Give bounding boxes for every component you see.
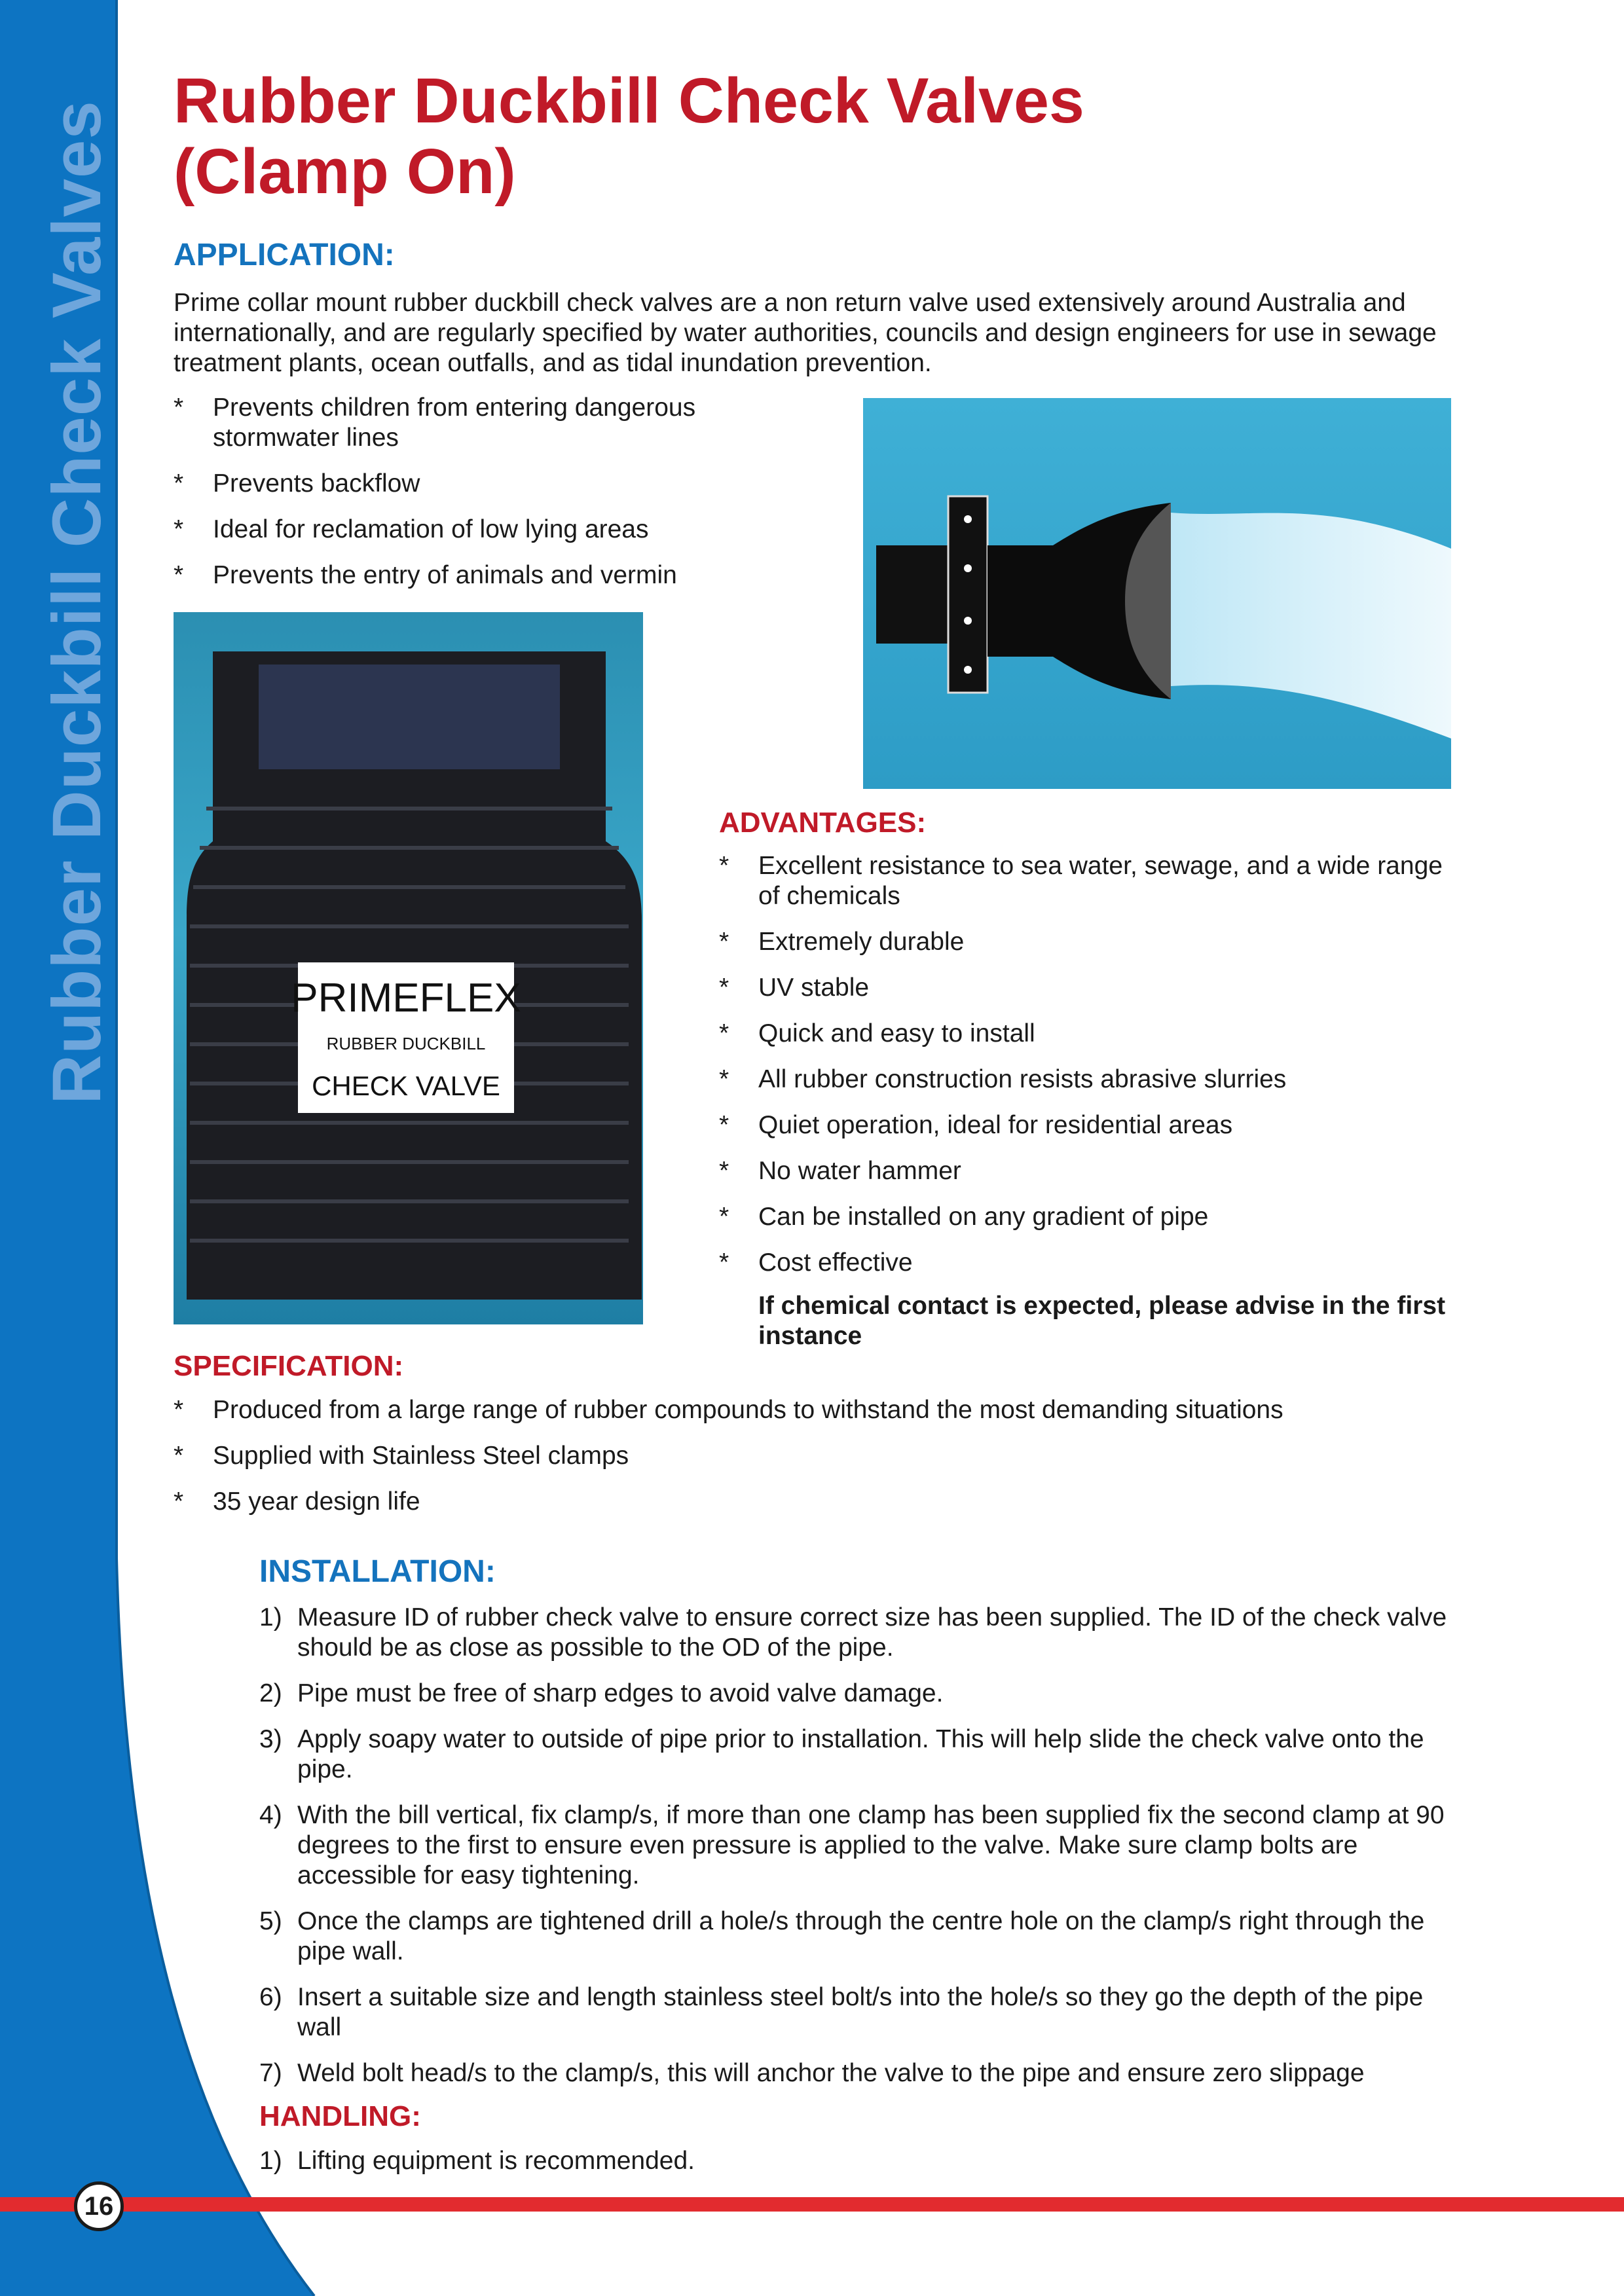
advantages-bullet-list: [719, 851, 1446, 1294]
product-photo: [174, 612, 643, 1324]
list-item: [259, 1679, 1464, 1709]
list-item: * Supplied with Stainless Steel clamps: [174, 1442, 629, 1470]
list-item: [259, 1906, 1464, 1967]
list-item-text: Quick and easy to install: [758, 1019, 1035, 1048]
step-text: Pipe must be free of sharp edges to avoid valve damage.: [297, 1679, 944, 1707]
list-item: * Prevents the entry of animals and vermin: [174, 561, 677, 589]
list-item-text: Extremely durable: [758, 928, 965, 956]
list-item: * No water hammer: [719, 1157, 961, 1185]
list-item: * Cost effective: [719, 1248, 913, 1277]
list-item-text: Prevents children from entering dangerous stormwater lines: [213, 393, 696, 452]
list-item: * Quiet operation, ideal for residential areas: [719, 1111, 1233, 1139]
list-item: [259, 1982, 1464, 2043]
step-text: Weld bolt head/s to the clamp/s, this will anchor the valve to the pipe and ensure zero slippage: [297, 2059, 1365, 2087]
list-item-text: Prevents backflow: [213, 469, 420, 498]
list-item-text: No water hammer: [758, 1157, 961, 1185]
list-item: [259, 1724, 1464, 1785]
list-item-text: Supplied with Stainless Steel clamps: [213, 1442, 629, 1470]
sidebar-vertical-title: Rubber Duckbill Check Valves: [39, 100, 115, 1104]
page-title-line-2: (Clamp On): [174, 136, 516, 207]
list-item: * Produced from a large range of rubber compounds to withstand the most demanding situations: [174, 1396, 1283, 1424]
step-number: 1): [259, 2147, 282, 2175]
list-item: * Extremely durable: [719, 928, 965, 956]
step-number: 2): [259, 1679, 282, 1707]
list-item: * Excellent resistance to sea water, sewage, and a wide range of chemicals: [719, 852, 1443, 910]
list-item-text: All rubber construction resists abrasive slurries: [758, 1065, 1287, 1093]
list-item: [259, 1603, 1464, 1663]
step-text: Once the clamps are tightened drill a hole/s through the centre hole on the clamp/s right through the pipe wall.: [297, 1907, 1425, 1965]
list-item: * UV stable: [719, 974, 870, 1002]
list-item-text: Ideal for reclamation of low lying areas: [213, 515, 649, 543]
list-item-text: Cost effective: [758, 1248, 913, 1277]
list-item: [259, 1800, 1464, 1891]
list-item: * Prevents backflow: [174, 469, 420, 498]
step-text: Lifting equipment is recommended.: [297, 2147, 695, 2175]
application-bullet-list: [174, 393, 756, 606]
chemical-contact-note: If chemical contact is expected, please advise in the first instance: [758, 1292, 1446, 1350]
list-item-text: Quiet operation, ideal for residential areas: [758, 1111, 1233, 1139]
list-item-text: UV stable: [758, 974, 870, 1002]
list-item-text: 35 year design life: [213, 1487, 420, 1516]
step-number: 6): [259, 1983, 282, 2011]
outfall-illustration: [863, 398, 1451, 789]
list-item: [259, 2146, 1464, 2176]
list-item: * 35 year design life: [174, 1487, 420, 1516]
advantages-heading: ADVANTAGES:: [719, 807, 927, 839]
list-item: * Quick and easy to install: [719, 1019, 1035, 1048]
photo-label-line-2: RUBBER DUCKBILL: [326, 1034, 486, 1053]
step-number: 3): [259, 1725, 282, 1753]
list-item: * Can be installed on any gradient of pipe: [719, 1203, 1209, 1231]
step-number: 4): [259, 1801, 282, 1829]
handling-steps-list: [259, 2146, 1464, 2192]
list-item-text: Produced from a large range of rubber compounds to withstand the most demanding situations: [213, 1396, 1283, 1424]
step-number: 5): [259, 1907, 282, 1935]
footer-red-bar: [0, 2197, 1624, 2212]
installation-heading: INSTALLATION:: [259, 1554, 496, 1589]
step-number: 7): [259, 2059, 282, 2087]
list-item: * Ideal for reclamation of low lying areas: [174, 515, 649, 543]
handling-heading: HANDLING:: [259, 2100, 421, 2132]
step-text: Insert a suitable size and length stainless steel bolt/s into the hole/s so they go the depth of the pipe wall: [297, 1983, 1424, 2041]
page-title: [174, 65, 1483, 207]
specification-bullet-list: [174, 1395, 1457, 1533]
step-number: 1): [259, 1603, 282, 1631]
rubber-valve-illustration: [174, 612, 643, 1324]
step-text: With the bill vertical, fix clamp/s, if more than one clamp has been supplied fix the second clamp at 90 degrees to the first to ensure even pressure is applied to the valve. Make sure clamp bolts are accessible for easy tightening.: [297, 1801, 1445, 1889]
specification-heading: SPECIFICATION:: [174, 1350, 404, 1382]
list-item: [259, 2058, 1464, 2088]
photo-label-line-3: CHECK VALVE: [312, 1070, 500, 1101]
list-item-text: Excellent resistance to sea water, sewage, and a wide range of chemicals: [758, 852, 1443, 910]
application-heading: APPLICATION:: [174, 238, 395, 272]
list-item-text: Prevents the entry of animals and vermin: [213, 561, 677, 589]
page-title-line-1: Rubber Duckbill Check Valves: [174, 65, 1084, 136]
valve-outfall-diagram: [863, 398, 1451, 789]
list-item: * All rubber construction resists abrasive slurries: [719, 1065, 1287, 1093]
step-text: Apply soapy water to outside of pipe prior to installation. This will help slide the check valve onto the pipe.: [297, 1725, 1424, 1783]
installation-steps-list: [259, 1603, 1464, 2104]
list-item-text: Can be installed on any gradient of pipe: [758, 1203, 1209, 1231]
page-number: 16: [74, 2181, 124, 2231]
photo-label-line-1: PRIMEFLEX: [291, 975, 521, 1021]
application-text: Prime collar mount rubber duckbill check valves are a non return valve used extensively around Australia and internationally, and are regularly specified by water authorities, councils and design engineers for use in sewage treatment plants, ocean outfalls, and as tidal inundation prevention.: [174, 289, 1437, 377]
list-item: * Prevents children from entering dangerous stormwater lines: [174, 393, 696, 452]
step-text: Measure ID of rubber check valve to ensure correct size has been supplied. The ID of the check valve should be as close as possible to the OD of the pipe.: [297, 1603, 1447, 1662]
